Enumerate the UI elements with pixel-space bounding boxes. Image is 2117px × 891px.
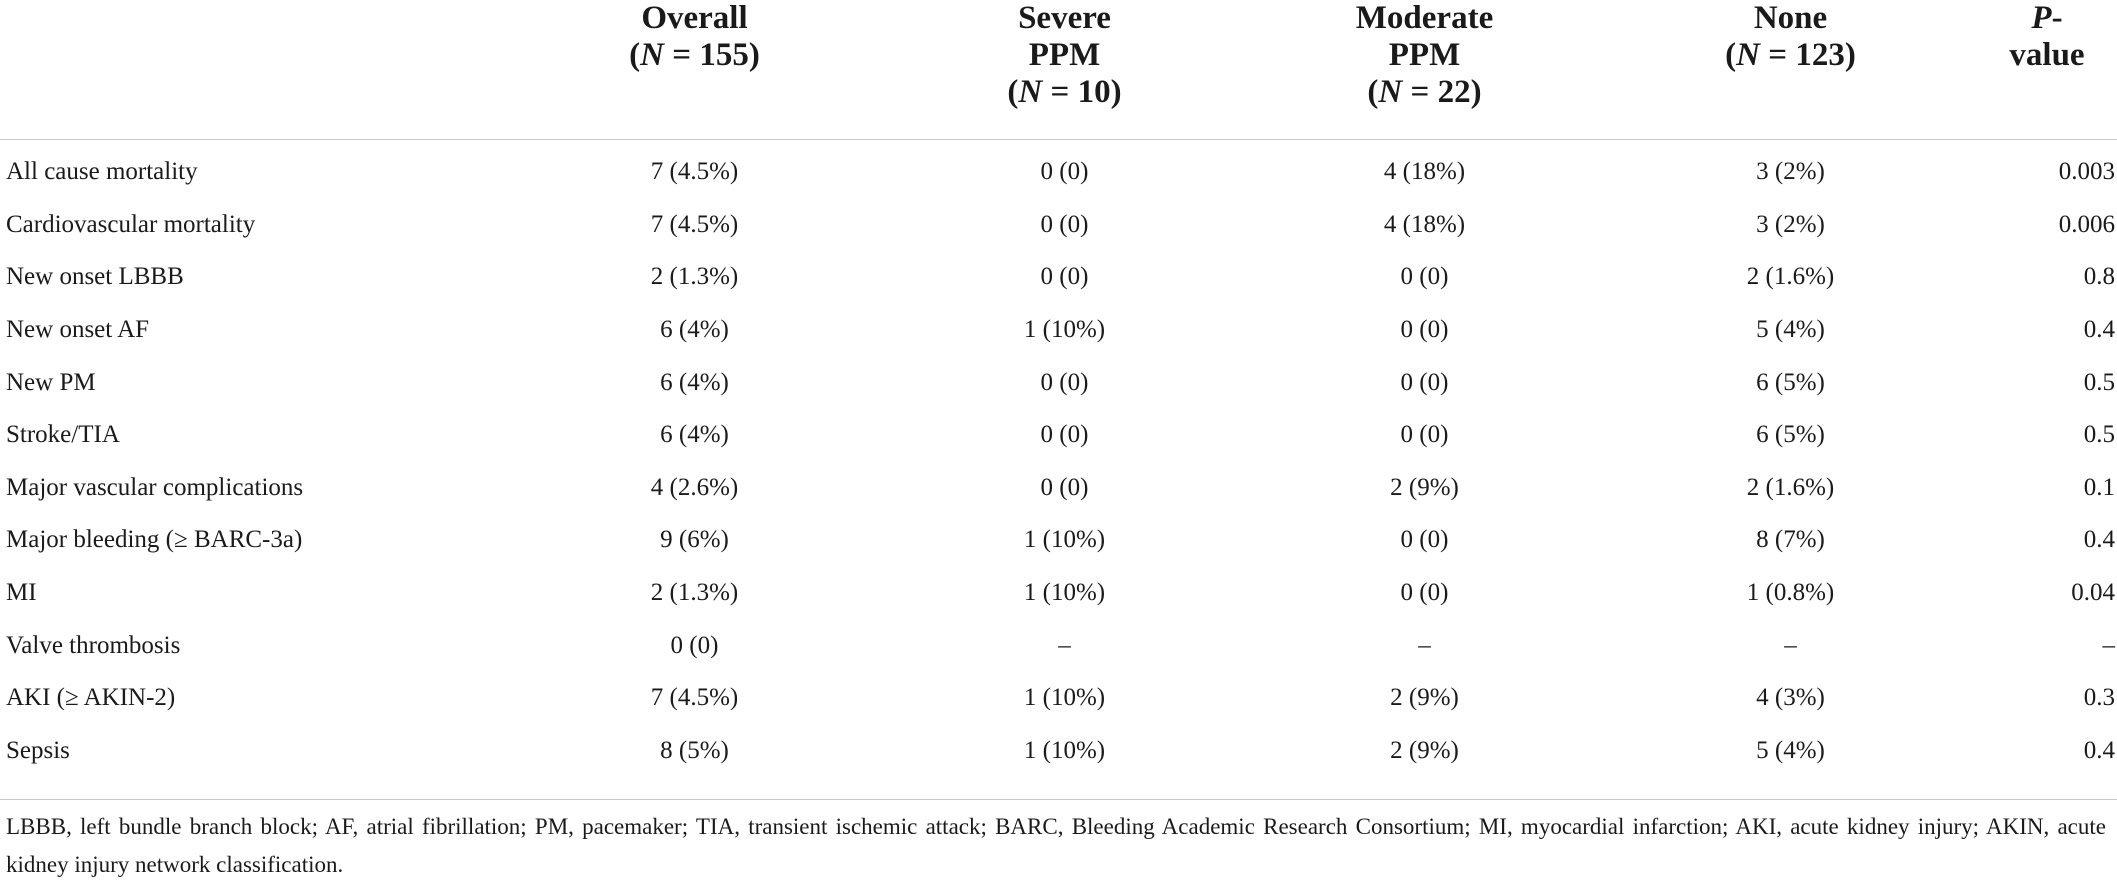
row-label: Cardiovascular mortality bbox=[6, 210, 256, 238]
row-label: Stroke/TIA bbox=[6, 421, 120, 449]
cell-pvalue: 0.4 bbox=[2083, 526, 2115, 554]
table-row bbox=[0, 514, 2117, 567]
cell-moderate: 4 (18%) bbox=[1383, 210, 1466, 238]
cell-overall: 6 (4%) bbox=[660, 368, 729, 396]
table-footnote: LBBB, left bundle branch block; AF, atrial fibrillation; PM, pacemaker; TIA, transient ischemic attack; BARC, Bleeding Academic Research Consortium; MI, myocardial infarction; AKI, acute kidney injury; AKIN, acute kidney injury network classification. bbox=[6, 814, 2106, 877]
cell-none: 1 (0.8%) bbox=[1746, 579, 1835, 607]
cell-pvalue: 0.4 bbox=[2083, 316, 2115, 344]
cell-none: 6 (5%) bbox=[1756, 368, 1825, 396]
cell-pvalue: 0.5 bbox=[2083, 368, 2115, 396]
cell-pvalue: 0.006 bbox=[2058, 210, 2115, 238]
cell-none: 5 (4%) bbox=[1756, 736, 1825, 764]
cell-none: 5 (4%) bbox=[1756, 316, 1825, 344]
cell-none: 2 (1.6%) bbox=[1746, 473, 1835, 501]
cell-moderate: 2 (9%) bbox=[1390, 473, 1459, 501]
header-overall-title: Overall bbox=[641, 0, 748, 36]
cell-pvalue: – bbox=[2102, 631, 2115, 659]
cell-none: 3 (2%) bbox=[1756, 158, 1825, 186]
header-moderate-title-2: PPM bbox=[1388, 37, 1461, 73]
cell-overall: 4 (2.6%) bbox=[650, 473, 739, 501]
header-none-n: (N = 123) bbox=[1725, 37, 1856, 73]
cell-severe: – bbox=[1058, 631, 1071, 659]
row-label: Sepsis bbox=[6, 736, 70, 764]
header-pvalue-line2: value bbox=[2009, 37, 2085, 73]
row-label: New PM bbox=[6, 368, 96, 396]
header-row bbox=[0, 0, 2117, 140]
cell-pvalue: 0.5 bbox=[2083, 421, 2115, 449]
header-label-cell bbox=[0, 0, 505, 140]
row-label: MI bbox=[6, 579, 37, 607]
cell-severe: 1 (10%) bbox=[1023, 316, 1106, 344]
cell-none: 8 (7%) bbox=[1756, 526, 1825, 554]
table-row bbox=[0, 356, 2117, 409]
cell-pvalue: 0.4 bbox=[2083, 736, 2115, 764]
cell-pvalue: 0.8 bbox=[2083, 263, 2115, 291]
table-row bbox=[0, 672, 2117, 725]
row-label: Major bleeding (≥ BARC-3a) bbox=[6, 526, 303, 554]
header-none bbox=[1604, 0, 1977, 140]
cell-severe: 0 (0) bbox=[1040, 368, 1089, 396]
cell-moderate: 0 (0) bbox=[1400, 263, 1449, 291]
header-severe bbox=[884, 0, 1245, 140]
cell-moderate: 2 (9%) bbox=[1390, 736, 1459, 764]
cell-severe: 0 (0) bbox=[1040, 210, 1089, 238]
cell-overall: 7 (4.5%) bbox=[650, 684, 739, 712]
cell-overall: 7 (4.5%) bbox=[650, 158, 739, 186]
cell-moderate: 0 (0) bbox=[1400, 526, 1449, 554]
row-label: Major vascular complications bbox=[6, 473, 304, 501]
cell-none: 4 (3%) bbox=[1756, 684, 1825, 712]
header-none-title: None bbox=[1753, 0, 1828, 36]
cell-pvalue: 0.3 bbox=[2083, 684, 2115, 712]
cell-moderate: 0 (0) bbox=[1400, 421, 1449, 449]
header-pvalue-line1: P- bbox=[2031, 0, 2063, 36]
cell-overall: 6 (4%) bbox=[660, 421, 729, 449]
table-row bbox=[0, 619, 2117, 672]
cell-pvalue: 0.003 bbox=[2058, 158, 2115, 186]
cell-severe: 1 (10%) bbox=[1023, 526, 1106, 554]
cell-none: 3 (2%) bbox=[1756, 210, 1825, 238]
cell-pvalue: 0.04 bbox=[2071, 579, 2115, 607]
row-label: New onset AF bbox=[6, 316, 150, 344]
cell-moderate: 0 (0) bbox=[1400, 579, 1449, 607]
cell-none: 2 (1.6%) bbox=[1746, 263, 1835, 291]
cell-moderate: 2 (9%) bbox=[1390, 684, 1459, 712]
table-row bbox=[0, 462, 2117, 515]
header-severe-title-2: PPM bbox=[1028, 37, 1101, 73]
header-moderate-n: (N = 22) bbox=[1367, 74, 1482, 110]
table-row bbox=[0, 199, 2117, 252]
cell-severe: 0 (0) bbox=[1040, 158, 1089, 186]
table-row bbox=[0, 140, 2117, 199]
cell-overall: 9 (6%) bbox=[660, 526, 729, 554]
cell-moderate: – bbox=[1418, 631, 1431, 659]
row-label: Valve thrombosis bbox=[6, 631, 181, 659]
header-severe-title-1: Severe bbox=[1018, 0, 1111, 36]
cell-severe: 0 (0) bbox=[1040, 263, 1089, 291]
cell-severe: 1 (10%) bbox=[1023, 684, 1106, 712]
header-overall-n: (N = 155) bbox=[629, 37, 760, 73]
table-row bbox=[0, 725, 2117, 778]
cell-none: 6 (5%) bbox=[1756, 421, 1825, 449]
table-row bbox=[0, 304, 2117, 357]
row-label: New onset LBBB bbox=[6, 263, 184, 291]
cell-overall: 8 (5%) bbox=[660, 736, 729, 764]
cell-severe: 0 (0) bbox=[1040, 473, 1089, 501]
cell-pvalue: 0.1 bbox=[2083, 473, 2115, 501]
cell-overall: 2 (1.3%) bbox=[650, 579, 739, 607]
header-moderate-title-1: Moderate bbox=[1355, 0, 1494, 36]
table-row bbox=[0, 567, 2117, 620]
cell-overall: 7 (4.5%) bbox=[650, 210, 739, 238]
table-body bbox=[0, 140, 2117, 778]
cell-moderate: 0 (0) bbox=[1400, 316, 1449, 344]
table-row bbox=[0, 251, 2117, 304]
cell-overall: 0 (0) bbox=[670, 631, 719, 659]
header-moderate bbox=[1245, 0, 1604, 140]
header-severe-n: (N = 10) bbox=[1007, 74, 1122, 110]
row-label: AKI (≥ AKIN-2) bbox=[6, 684, 176, 712]
cell-moderate: 0 (0) bbox=[1400, 368, 1449, 396]
table-bottom-rule bbox=[0, 799, 2117, 800]
header-pvalue bbox=[1977, 0, 2117, 140]
cell-severe: 1 (10%) bbox=[1023, 579, 1106, 607]
row-label: All cause mortality bbox=[6, 158, 198, 186]
header-overall bbox=[505, 0, 884, 140]
cell-moderate: 4 (18%) bbox=[1383, 158, 1466, 186]
table-row bbox=[0, 409, 2117, 462]
cell-severe: 1 (10%) bbox=[1023, 736, 1106, 764]
cell-severe: 0 (0) bbox=[1040, 421, 1089, 449]
cell-overall: 2 (1.3%) bbox=[650, 263, 739, 291]
cell-overall: 6 (4%) bbox=[660, 316, 729, 344]
cell-none: – bbox=[1784, 631, 1797, 659]
